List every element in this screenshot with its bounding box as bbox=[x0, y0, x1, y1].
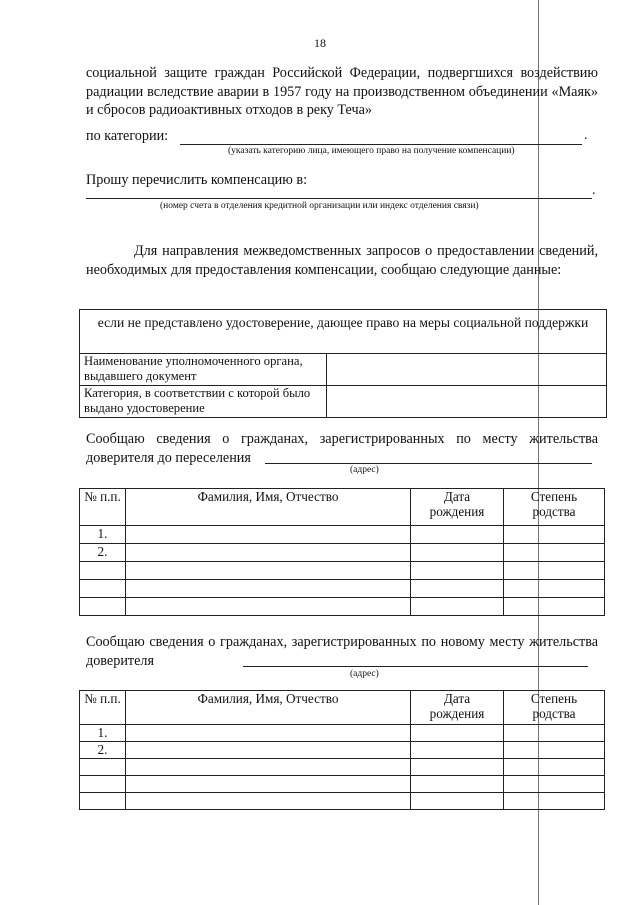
row-number bbox=[80, 776, 126, 793]
name-cell[interactable] bbox=[126, 562, 411, 580]
after-move-address-hint: (адрес) bbox=[350, 669, 379, 679]
table-row bbox=[80, 526, 605, 544]
birth-cell[interactable] bbox=[411, 580, 504, 598]
persons-after-table bbox=[79, 690, 605, 810]
name-cell[interactable] bbox=[126, 544, 411, 562]
row-number bbox=[80, 580, 126, 598]
after-move-text: Сообщаю сведения о гражданах, зарегистрированных по новому месту жительства доверителя bbox=[86, 634, 598, 669]
row-number bbox=[80, 598, 126, 616]
category-end-mark: . bbox=[584, 128, 588, 143]
name-cell[interactable] bbox=[126, 776, 411, 793]
page-number: 18 bbox=[314, 36, 326, 50]
col-name-header: Фамилия, Имя, Отчество bbox=[126, 691, 411, 725]
table-row bbox=[80, 725, 605, 742]
requests-paragraph: Для направления межведомственных запросов о предоставлении сведений, необходимых для предоставления компенсации, сообщаю следующие данные: bbox=[86, 243, 598, 278]
after-move-address-field[interactable] bbox=[243, 666, 588, 667]
table-row bbox=[80, 759, 605, 776]
row-number: 1. bbox=[80, 526, 126, 544]
before-move-address-hint: (адрес) bbox=[350, 465, 379, 475]
name-cell[interactable] bbox=[126, 742, 411, 759]
birth-cell[interactable] bbox=[411, 526, 504, 544]
category-hint: (указать категорию лица, имеющего право на получение компенсации) bbox=[228, 146, 515, 156]
before-move-address-field[interactable] bbox=[265, 463, 592, 464]
certificate-row-value[interactable] bbox=[327, 354, 607, 386]
col-num-header: № п.п. bbox=[80, 489, 126, 526]
table-row bbox=[80, 580, 605, 598]
name-cell[interactable] bbox=[126, 526, 411, 544]
name-cell[interactable] bbox=[126, 793, 411, 810]
row-number: 2. bbox=[80, 544, 126, 562]
birth-cell[interactable] bbox=[411, 742, 504, 759]
col-num-header: № п.п. bbox=[80, 691, 126, 725]
birth-cell[interactable] bbox=[411, 598, 504, 616]
name-cell[interactable] bbox=[126, 580, 411, 598]
row-number bbox=[80, 759, 126, 776]
col-birth-header: Дата рождения bbox=[411, 489, 504, 526]
birth-cell[interactable] bbox=[411, 544, 504, 562]
table-row bbox=[80, 562, 605, 580]
relation-cell[interactable] bbox=[504, 793, 605, 810]
name-cell[interactable] bbox=[126, 725, 411, 742]
relation-cell[interactable] bbox=[504, 544, 605, 562]
transfer-label: Прошу перечислить компенсацию в: bbox=[86, 172, 308, 188]
name-cell[interactable] bbox=[126, 759, 411, 776]
birth-cell[interactable] bbox=[411, 793, 504, 810]
category-field[interactable] bbox=[180, 144, 582, 145]
before-move-text: Сообщаю сведения о гражданах, зарегистрированных по месту жительства доверителя до переселения bbox=[86, 431, 598, 466]
certificate-row-value[interactable] bbox=[327, 386, 607, 418]
table-row bbox=[80, 776, 605, 793]
persons-before-table bbox=[79, 488, 605, 616]
row-number bbox=[80, 562, 126, 580]
row-number: 1. bbox=[80, 725, 126, 742]
relation-cell[interactable] bbox=[504, 725, 605, 742]
name-cell[interactable] bbox=[126, 598, 411, 616]
relation-cell[interactable] bbox=[504, 598, 605, 616]
col-relation-header: Степень родства bbox=[504, 691, 605, 725]
relation-cell[interactable] bbox=[504, 742, 605, 759]
table-row bbox=[80, 598, 605, 616]
birth-cell[interactable] bbox=[411, 776, 504, 793]
birth-cell[interactable] bbox=[411, 562, 504, 580]
transfer-hint: (номер счета в отделения кредитной организации или индекс отделения связи) bbox=[160, 201, 479, 211]
category-label: по категории: bbox=[86, 128, 169, 144]
row-number: 2. bbox=[80, 742, 126, 759]
relation-cell[interactable] bbox=[504, 776, 605, 793]
relation-cell[interactable] bbox=[504, 759, 605, 776]
intro-paragraph: социальной защите граждан Российской Федерации, подвергшихся воздействию радиации вследствие аварии в 1957 году на производственном объединении «Маяк» и сбросов радиоактивных отходов в реку Теча» bbox=[86, 65, 598, 118]
row-number bbox=[80, 793, 126, 810]
table-row bbox=[80, 793, 605, 810]
relation-cell[interactable] bbox=[504, 580, 605, 598]
col-birth-header: Дата рождения bbox=[411, 691, 504, 725]
table-row bbox=[80, 544, 605, 562]
relation-cell[interactable] bbox=[504, 526, 605, 544]
table-row bbox=[80, 742, 605, 759]
col-name-header: Фамилия, Имя, Отчество bbox=[126, 489, 411, 526]
birth-cell[interactable] bbox=[411, 725, 504, 742]
col-relation-header: Степень родства bbox=[504, 489, 605, 526]
transfer-end-mark: . bbox=[592, 183, 596, 198]
birth-cell[interactable] bbox=[411, 759, 504, 776]
certificate-table bbox=[79, 309, 607, 418]
certificate-row-label: Наименование уполномоченного органа, выдавшего документ bbox=[80, 354, 327, 386]
certificate-row-label: Категория, в соответствии с которой было выдано удостоверение bbox=[80, 386, 327, 418]
relation-cell[interactable] bbox=[504, 562, 605, 580]
certificate-table-header: если не представлено удостоверение, дающее право на меры социальной поддержки bbox=[80, 310, 607, 354]
transfer-field[interactable] bbox=[86, 198, 592, 199]
